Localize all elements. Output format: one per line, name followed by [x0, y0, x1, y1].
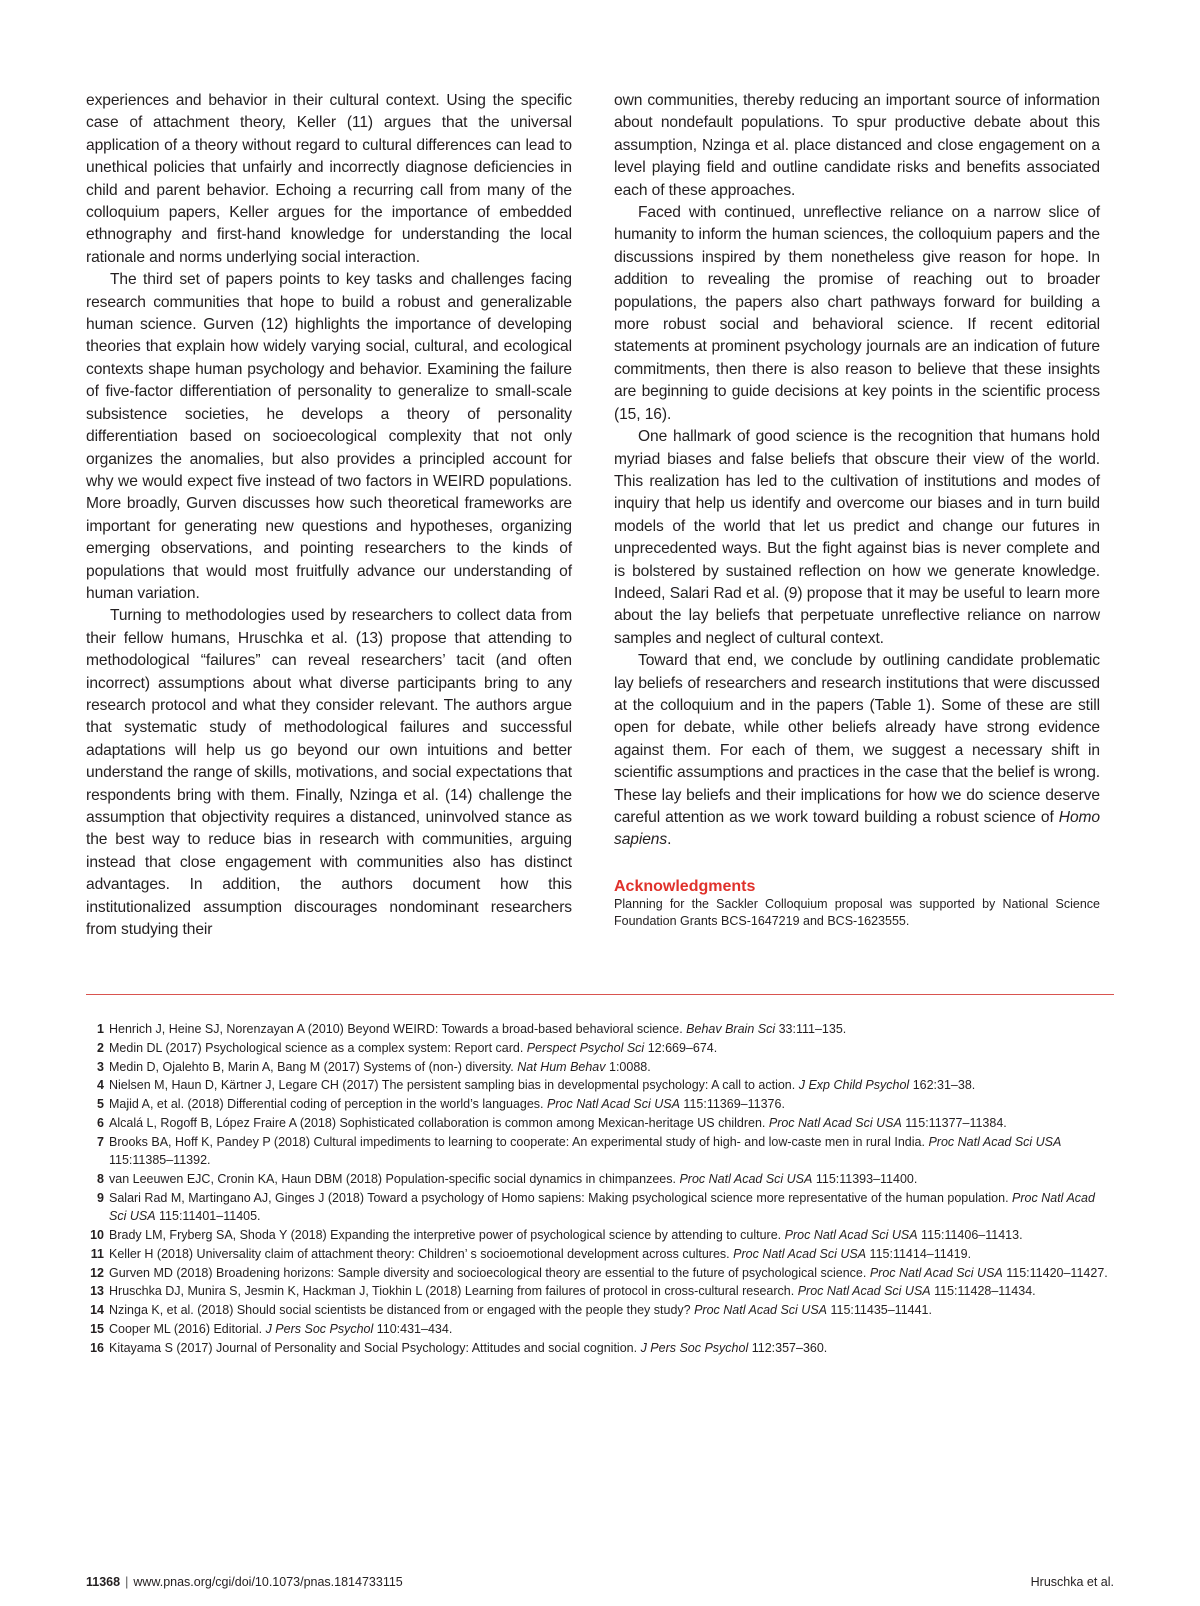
reference-number: 2 [97, 1040, 104, 1055]
reference-number: 8 [97, 1171, 104, 1186]
reference-text: Gurven MD (2018) Broadening horizons: Sample diversity and socioecological theory are essential to the future of psychological science. [109, 1265, 867, 1280]
reference-number: 11 [90, 1246, 104, 1261]
reference-item [86, 1245, 1114, 1263]
reference-item [86, 1301, 1114, 1319]
reference-citation: 115:11414–11419. [869, 1246, 972, 1261]
reference-item [86, 1095, 1114, 1113]
running-author: Hruschka et al. [1030, 1575, 1114, 1589]
body-paragraph: One hallmark of good science is the recognition that humans hold myriad biases and false beliefs that obscure their view of the world. This realization has led to the cultivation of institutions and modes of inquiry that help us identify and overcome our biases and in turn build models of the world that let us predict and change our futures in unprecedented ways. But the fight against bias is never complete and is bolstered by sustained reflection on how we generate knowledge. Indeed, Salari Rad et al. (9) propose that it may be useful to learn more about the lay beliefs that perpetuate unreflective reliance on narrow samples and neglect of cultural context. [614, 428, 1100, 647]
reference-citation: 115:11420–11427. [1006, 1265, 1108, 1280]
references-divider [86, 994, 1114, 995]
reference-text: Brooks BA, Hoff K, Pandey P (2018) Cultural impediments to learning to cooperate: An experimental study of high- and low-caste men in rural India. [109, 1134, 925, 1149]
reference-journal: Proc Natl Acad Sci USA [547, 1097, 680, 1112]
reference-citation: 110:431–434. [376, 1321, 453, 1336]
footer-separator: | [125, 1575, 129, 1589]
reference-text: Nielsen M, Haun D, Kärtner J, Legare CH (2017) The persistent sampling bias in developmental psychology: A call to action. [109, 1078, 796, 1093]
reference-number: 13 [90, 1284, 104, 1299]
species-name: Homo sapiens [614, 809, 1100, 849]
reference-number: 7 [97, 1134, 104, 1149]
acknowledgments-text: Planning for the Sackler Colloquium proposal was supported by National Science Foundation Grants BCS-1647219 and BCS-1623555. [614, 896, 1100, 929]
left-text-column [86, 90, 572, 941]
reference-number: 9 [97, 1190, 104, 1205]
reference-citation: 115:11406–11413. [921, 1227, 1023, 1242]
reference-citation: 12:669–674. [647, 1040, 718, 1055]
reference-text: Medin DL (2017) Psychological science as a complex system: Report card. [109, 1040, 524, 1055]
conclusion-end: . [667, 831, 672, 849]
reference-number: 3 [97, 1059, 104, 1074]
reference-journal: J Exp Child Psychol [798, 1078, 910, 1093]
reference-item [86, 1339, 1114, 1357]
reference-number: 6 [97, 1115, 104, 1130]
body-paragraph: The third set of papers points to key tasks and challenges facing research communities that hope to build a robust and generalizable human science. Gurven (12) highlights the importance of developing theories that explain how widely varying social, cultural, and ecological contexts shape human psychology and behavior. Examining the failure of five-factor differentiation of personality to generalize to small-scale subsistence societies, he develops a theory of personality differentiation based on socioecological complexity that not only organizes the anomalies, but also provides a principled account for why we would expect five instead of two factors in WEIRD populations. More broadly, Gurven discusses how such theoretical frameworks are important for generating new questions and hypotheses, organizing emerging observations, and pointing researchers to the kinds of populations that would most fruitfully advance our understanding of human variation. [86, 271, 572, 602]
reference-citation: 115:11377–11384. [905, 1115, 1007, 1130]
right-text-column [614, 90, 1100, 931]
reference-citation: 115:11428–11434. [934, 1284, 1036, 1299]
reference-number: 4 [97, 1078, 104, 1093]
acknowledgments-heading: Acknowledgments [614, 877, 756, 895]
reference-journal: J Pers Soc Psychol [265, 1321, 374, 1336]
reference-item [86, 1189, 1114, 1226]
reference-text: Cooper ML (2016) Editorial. [109, 1321, 263, 1336]
reference-number: 5 [97, 1097, 104, 1112]
page-footer [86, 1575, 1114, 1589]
reference-item [86, 1058, 1114, 1076]
reference-citation: 115:11401–11405. [159, 1209, 261, 1224]
reference-citation: 115:11369–11376. [683, 1097, 785, 1112]
reference-number: 15 [90, 1321, 104, 1336]
reference-text: Salari Rad M, Martingano AJ, Ginges J (2018) Toward a psychology of Homo sapiens: Making psychological science more representative of the human population. [109, 1190, 1009, 1205]
reference-journal: Nat Hum Behav [517, 1059, 606, 1074]
reference-item [86, 1076, 1114, 1094]
reference-number: 14 [90, 1303, 104, 1318]
reference-citation: 33:111–135. [778, 1022, 847, 1036]
reference-text: Medin D, Ojalehto B, Marin A, Bang M (2017) Systems of (non-) diversity. [109, 1059, 514, 1074]
reference-item [86, 1114, 1114, 1132]
reference-item [86, 1282, 1114, 1300]
reference-text: Henrich J, Heine SJ, Norenzayan A (2010) Beyond WEIRD: Towards a broad-based behavioral science. [109, 1022, 683, 1036]
reference-item [86, 1264, 1114, 1282]
reference-journal: J Pers Soc Psychol [640, 1340, 749, 1355]
reference-journal: Proc Natl Acad Sci USA [797, 1284, 931, 1299]
body-paragraph: Faced with continued, unreflective reliance on a narrow slice of humanity to inform the human sciences, the colloquium papers and the discussions inspired by them nonetheless give reason for hope. In addition to revealing the promise of reaching out to broader populations, the papers also chart pathways forward for building a more robust social and behavioral science. If recent editorial statements at prominent psychology journals are an indication of future commitments, then there is also reason to believe that these insights are beginning to guide decisions at key points in the scientific process (15, 16). [614, 204, 1100, 423]
reference-journal: Proc Natl Acad Sci USA [768, 1115, 902, 1130]
reference-citation: 115:11393–11400. [815, 1171, 918, 1186]
reference-journal: Behav Brain Sci [686, 1022, 776, 1036]
reference-citation: 115:11385–11392. [109, 1153, 211, 1168]
reference-journal: Proc Natl Acad Sci USA [784, 1227, 918, 1242]
reference-item [86, 1170, 1114, 1188]
reference-journal: Perspect Psychol Sci [526, 1040, 645, 1055]
reference-journal: Proc Natl Acad Sci USA [679, 1171, 813, 1186]
reference-number: 10 [90, 1227, 104, 1242]
reference-number: 16 [90, 1340, 104, 1355]
body-paragraph-conclusion [614, 650, 1100, 852]
reference-journal: Proc Natl Acad Sci USA [694, 1303, 827, 1318]
reference-citation: 112:357–360. [751, 1340, 828, 1355]
reference-item [86, 1226, 1114, 1244]
reference-journal: Proc Natl Acad Sci USA [109, 1190, 1095, 1224]
reference-text: van Leeuwen EJC, Cronin KA, Haun DBM (2018) Population-specific social dynamics in chimpanzees. [109, 1171, 676, 1186]
reference-text: Hruschka DJ, Munira S, Jesmin K, Hackman J, Tiokhin L (2018) Learning from failures of protocol in cross-cultural research. [109, 1284, 795, 1299]
reference-number: 1 [97, 1022, 104, 1036]
reference-text: Kitayama S (2017) Journal of Personality and Social Psychology: Attitudes and social cognition. [109, 1340, 638, 1355]
reference-citation: 1:0088. [609, 1059, 651, 1074]
reference-text: Brady LM, Fryberg SA, Shoda Y (2018) Expanding the interpretive power of psychological science by attending to culture. [109, 1227, 782, 1242]
doi-link[interactable]: www.pnas.org/cgi/doi/10.1073/pnas.1814733115 [133, 1575, 403, 1589]
reference-journal: Proc Natl Acad Sci USA [869, 1265, 1003, 1280]
reference-item [86, 1133, 1114, 1170]
reference-number: 12 [90, 1265, 104, 1280]
conclusion-text: Toward that end, we conclude by outlining candidate problematic lay beliefs of researchers and research institutions that were discussed at the colloquium and in the papers (Table 1). Some of these are still open for debate, while other beliefs already have strong evidence against them. For each of them, we suggest a necessary shift in scientific assumptions and practices in the case that the belief is wrong. These lay beliefs and their implications for how we do science deserve careful attention as we work toward building a robust science of [614, 652, 1100, 826]
reference-text: Nzinga K, et al. (2018) Should social scientists be distanced from or engaged with the people they study? [109, 1303, 691, 1318]
reference-item [86, 1020, 1114, 1038]
body-paragraph: Turning to methodologies used by researchers to collect data from their fellow humans, Hruschka et al. (13) propose that attending to methodological “failures” can reveal researchers’ tacit (and often incorrect) assumptions about what diverse participants bring to any research protocol and what they consider relevant. The authors argue that systematic study of methodological failures and successful adaptations will help us go beyond our own intuitions and better understand the range of skills, motivations, and social expectations that respondents bring with them. Finally, Nzinga et al. (14) challenge the assumption that objectivity requires a distanced, uninvolved stance as the best way to reduce bias in research with communities, arguing instead that close engagement with communities also has distinct advantages. In addition, the authors document how this institutionalized assumption discourages nondominant researchers from studying their [86, 607, 572, 939]
reference-journal: Proc Natl Acad Sci USA [733, 1246, 867, 1261]
body-paragraph: own communities, thereby reducing an important source of information about nondefault populations. To spur productive debate about this assumption, Nzinga et al. place distanced and close engagement on a level playing field and outline candidate risks and benefits associated each of these approaches. [614, 92, 1100, 199]
body-paragraph: experiences and behavior in their cultural context. Using the specific case of attachment theory, Keller (11) argues that the universal application of a theory without regard to cultural differences can lead to unethical policies that unfairly and incorrectly diagnose deficiencies in child and parent behavior. Echoing a recurring call from many of the colloquium papers, Keller argues for the importance of embedded ethnography and first-hand knowledge for understanding the local rationale and norms underlying social interaction. [86, 92, 572, 266]
reference-journal: Proc Natl Acad Sci USA [928, 1134, 1062, 1149]
reference-text: Alcalá L, Rogoff B, López Fraire A (2018) Sophisticated collaboration is common among Mexican-heritage US children. [109, 1115, 766, 1130]
reference-list [86, 1020, 1114, 1358]
reference-text: Majid A, et al. (2018) Differential coding of perception in the world’s languages. [109, 1097, 544, 1112]
reference-item [86, 1039, 1114, 1057]
reference-citation: 162:31–38. [912, 1078, 976, 1093]
page-number: 11368 [86, 1575, 121, 1589]
reference-item [86, 1320, 1114, 1338]
reference-text: Keller H (2018) Universality claim of attachment theory: Children’ s socioemotional development across cultures. [109, 1246, 730, 1261]
reference-citation: 115:11435–11441. [830, 1303, 932, 1318]
